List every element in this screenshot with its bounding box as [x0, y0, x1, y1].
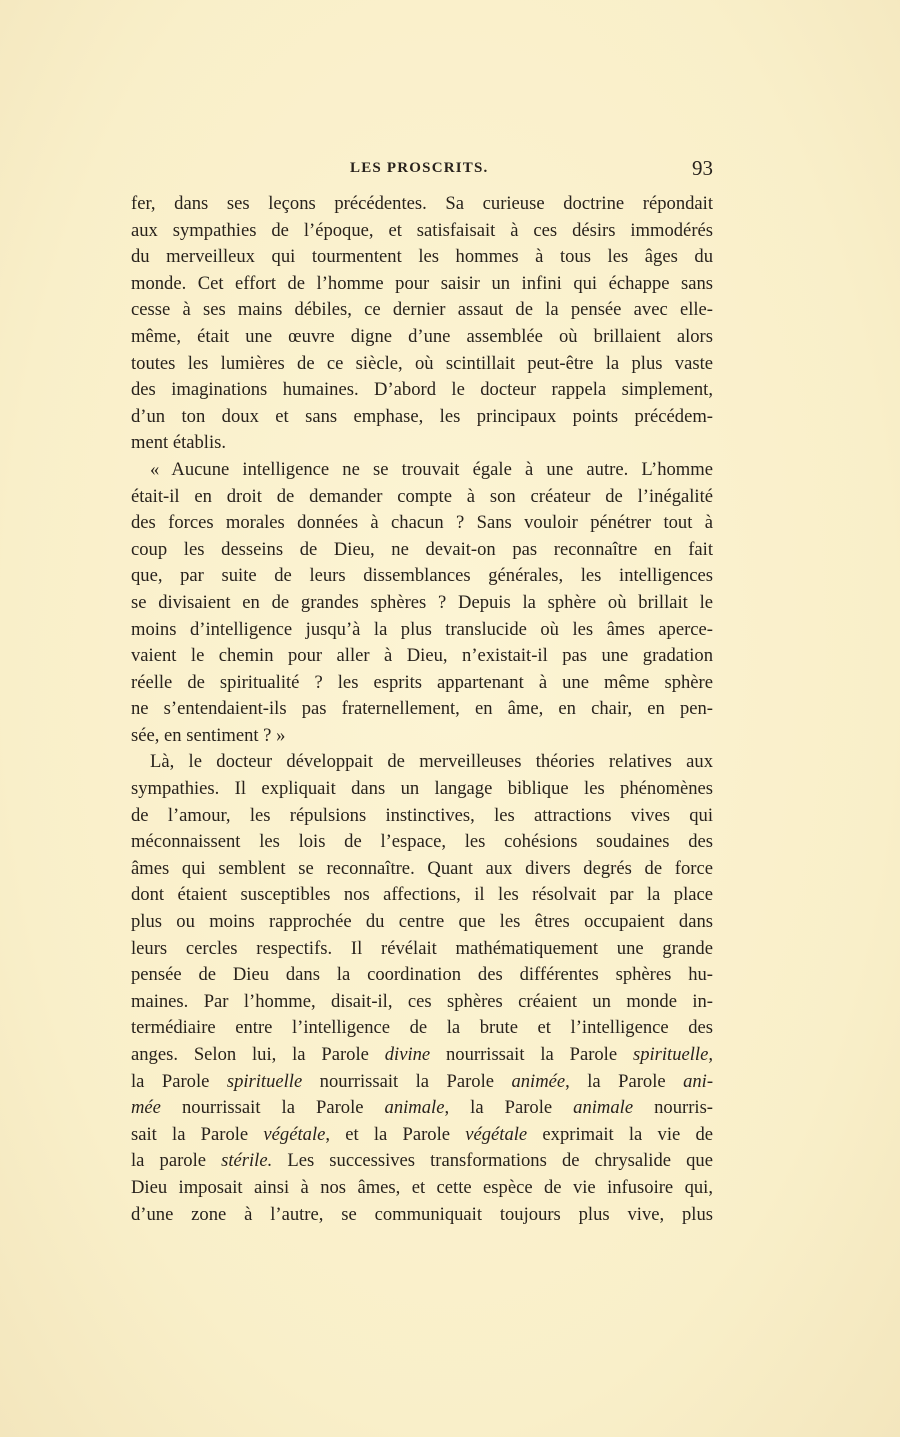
text-segment: coup les desseins de Dieu, ne devait-on pas reconnaître en fait [131, 538, 713, 560]
italic-text: ani- [683, 1070, 714, 1092]
text-segment: nourris- [633, 1097, 713, 1119]
text-line [131, 377, 713, 404]
text-segment: sympathies. Il expliquait dans un langage biblique les phénomènes [131, 778, 713, 800]
text-segment: de l’amour, les répulsions instinctives, les attractions vives qui [131, 804, 713, 826]
text-segment: des forces morales données à chacun ? Sans vouloir pénétrer tout à [131, 512, 713, 534]
text-line [131, 909, 713, 936]
italic-text: stérile. [221, 1150, 273, 1172]
text-segment: nourrissait la Parole [430, 1044, 633, 1065]
italic-text: animale [573, 1097, 634, 1119]
text-segment: ne s’entendaient-ils pas fraternellement, en âme, en chair, en pen- [131, 698, 713, 720]
text-segment: Dieu imposait ainsi à nos âmes, et cette espèce de vie infusoire qui, [131, 1176, 713, 1198]
text-line [131, 1095, 713, 1122]
running-title: LES PROSCRITS. [350, 160, 489, 176]
text-segment: dont étaient susceptibles nos affections, il les résolvait par la place [131, 884, 713, 906]
text-line [131, 1069, 713, 1096]
text-line [131, 803, 713, 830]
text-line [131, 962, 713, 989]
text-segment: cesse à ses mains débiles, ce dernier assaut de la pensée avec elle- [131, 299, 713, 321]
text-line [131, 537, 713, 564]
text-line [131, 1175, 713, 1202]
text-segment: exprimait la vie de [527, 1123, 714, 1145]
italic-text: mée [131, 1097, 161, 1119]
text-segment: que, par suite de leurs dissemblances générales, les intelligences [131, 565, 713, 587]
text-segment: , la Parole [565, 1070, 684, 1092]
italic-text: divine [384, 1044, 431, 1065]
text-segment: maines. Par l’homme, disait-il, ces sphères créaient un monde in- [131, 990, 713, 1012]
text-segment: monde. Cet effort de l’homme pour saisir un infini qui échappe sans [131, 272, 713, 294]
text-segment: pensée de Dieu dans la coordination des différentes sphères hu- [131, 964, 713, 986]
text-segment: d’une zone à l’autre, se communiquait toujours plus vive, plus [131, 1203, 713, 1225]
text-line [131, 643, 713, 670]
body-text [131, 191, 713, 1228]
page-number: 93 [692, 156, 713, 180]
text-segment: fer, dans ses leçons précédentes. Sa curieuse doctrine répondait [131, 193, 713, 214]
text-segment: « Aucune intelligence ne se trouvait égale à une autre. L’homme [150, 458, 713, 480]
text-line [131, 882, 713, 909]
text-line [131, 218, 713, 245]
text-segment: termédiaire entre l’intelligence de la brute et l’intelligence des [131, 1017, 713, 1039]
text-segment: plus ou moins rapprochée du centre que les êtres occupaient dans [131, 911, 713, 933]
text-line [131, 563, 713, 590]
text-line [131, 1042, 713, 1069]
text-segment: , la Parole [444, 1097, 574, 1119]
text-segment: leurs cercles respectifs. Il révélait mathématiquement une grande [131, 937, 713, 959]
text-segment: Les successives transformations de chrysalide que [272, 1150, 713, 1172]
italic-text: végétale [263, 1123, 326, 1145]
text-line [131, 829, 713, 856]
text-line [131, 351, 713, 378]
text-segment: anges. Selon lui, la Parole [131, 1044, 385, 1065]
text-segment: toutes les lumières de ce siècle, où scintillait peut-être la plus vaste [131, 352, 713, 374]
text-line [131, 297, 713, 324]
text-line [131, 1122, 713, 1149]
text-segment: se divisaient en de grandes sphères ? Depuis la sphère où brillait le [131, 591, 713, 613]
text-line [131, 324, 713, 351]
text-line [131, 404, 713, 431]
text-segment: du merveilleux qui tourmentent les hommes à tous les âges du [131, 246, 713, 268]
text-segment: la parole [131, 1150, 222, 1172]
text-segment: méconnaissent les lois de l’espace, les cohésions soudaines des [131, 831, 713, 853]
text-line [131, 989, 713, 1016]
text-line [131, 856, 713, 883]
italic-text: spirituelle, [632, 1044, 714, 1065]
text-line [131, 776, 713, 803]
running-head [131, 158, 713, 184]
text-line [131, 244, 713, 271]
text-line [131, 457, 713, 484]
text-line [131, 617, 713, 644]
text-segment: était-il en droit de demander compte à son créateur de l’inégalité [131, 485, 713, 507]
text-line [131, 1148, 713, 1175]
italic-text: végétale [465, 1123, 528, 1145]
text-segment: même, était une œuvre digne d’une assemblée où brillaient alors [131, 325, 713, 347]
text-segment: sait la Parole [131, 1123, 264, 1145]
text-line [131, 510, 713, 537]
text-segment: sée, en sentiment ? » [131, 724, 286, 746]
text-segment: la Parole [131, 1070, 227, 1092]
text-line [131, 936, 713, 963]
text-line [131, 430, 713, 457]
text-segment: aux sympathies de l’époque, et satisfaisait à ces désirs immodérés [131, 219, 713, 241]
text-line [131, 1202, 713, 1229]
text-segment: moins d’intelligence jusqu’à la plus translucide où les âmes aperce- [131, 618, 713, 640]
text-segment: ment établis. [131, 432, 227, 454]
text-segment: d’un ton doux et sans emphase, les principaux points précédem- [131, 405, 713, 427]
text-line [131, 590, 713, 617]
text-line [131, 1015, 713, 1042]
text-line [131, 696, 713, 723]
text-segment: des imaginations humaines. D’abord le docteur rappela simplement, [131, 379, 713, 401]
text-line [131, 723, 713, 750]
text-segment: , et la Parole [325, 1123, 466, 1145]
text-segment: Là, le docteur développait de merveilleuses théories relatives aux [150, 751, 713, 773]
text-segment: vaient le chemin pour aller à Dieu, n’existait-il pas une gradation [131, 645, 713, 667]
italic-text: spirituelle [226, 1070, 303, 1092]
text-line [131, 484, 713, 511]
text-line [131, 271, 713, 298]
italic-text: animée [511, 1070, 566, 1092]
text-segment: âmes qui semblent se reconnaître. Quant aux divers degrés de force [131, 857, 713, 879]
text-line [131, 191, 713, 218]
text-segment: réelle de spiritualité ? les esprits appartenant à une même sphère [131, 671, 713, 693]
italic-text: animale [384, 1097, 445, 1119]
text-line [131, 749, 713, 776]
text-line [131, 670, 713, 697]
text-segment: nourrissait la Parole [302, 1070, 512, 1092]
text-segment: nourrissait la Parole [160, 1097, 385, 1119]
